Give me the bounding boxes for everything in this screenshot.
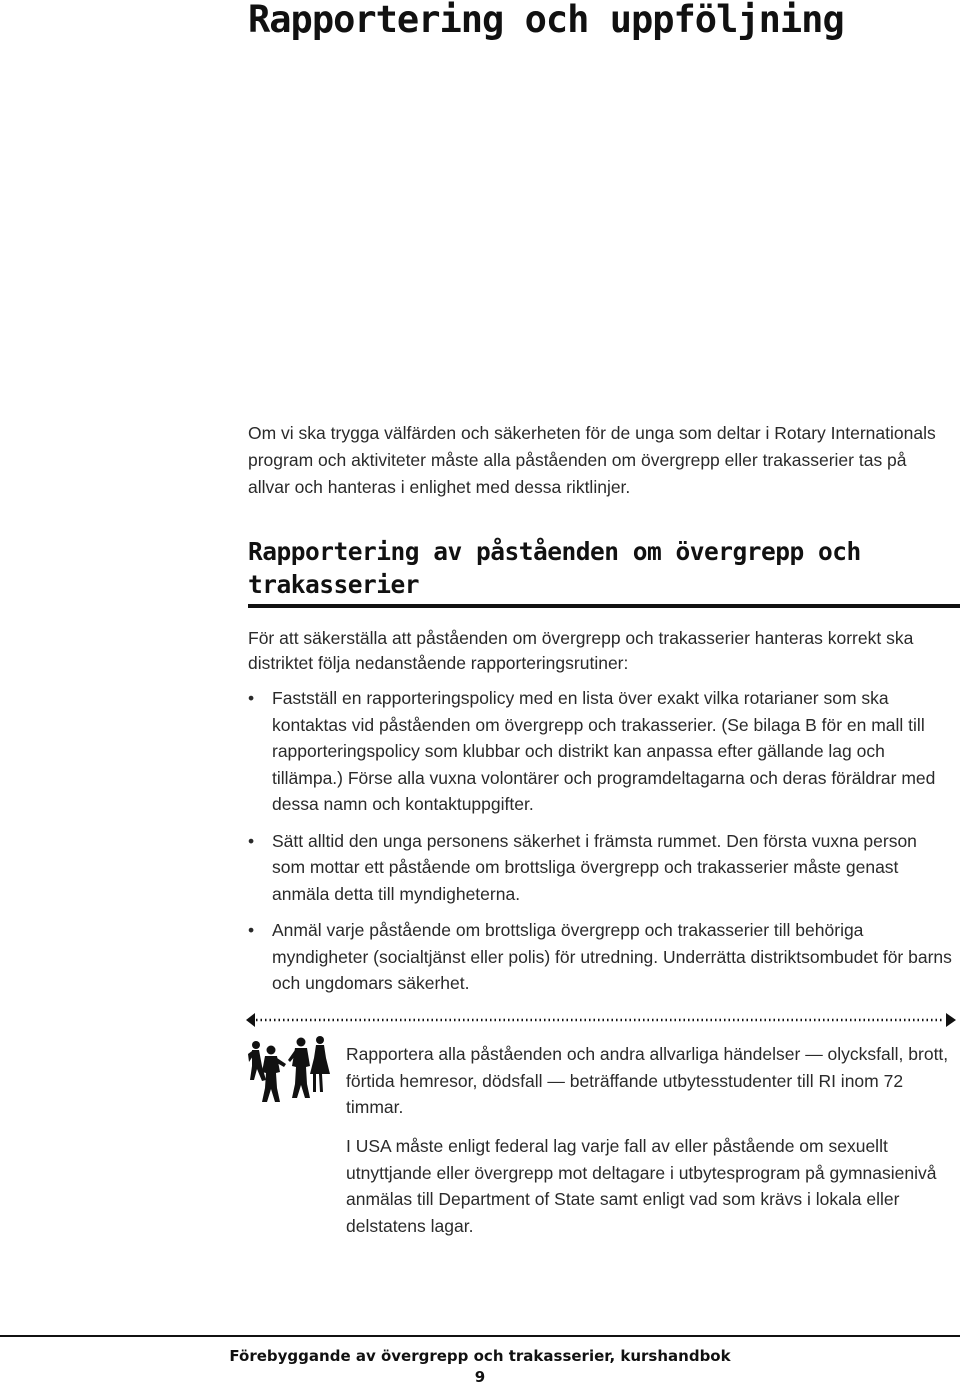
list-item-text: Anmäl varje påstående om brottsliga övergrepp och trakasserier till behöriga myndigheter (socialtjänst eller polis) för utredning. Underrätta distriktsombudet för barns och ungdomars säkerhet.: [272, 920, 952, 993]
intro-paragraph: Om vi ska trygga välfärden och säkerheten för de unga som deltar i Rotary Internationals program och aktiviteter måste alla påståenden om övergrepp eller trakasserier tas på allvar och hanteras i enlighet med dessa riktlinjer.: [248, 423, 936, 497]
footer-rule: [0, 1335, 960, 1337]
list-item-text: Sätt alltid den unga personens säkerhet i främsta rummet. Den första vuxna person som mottar ett påstående om brottsliga övergrepp och trakasserier måste genast anmäla detta till myndigheterna.: [272, 830, 917, 904]
footer-title: Förebyggande av övergrepp och trakasserier, kurshandbok: [229, 1347, 731, 1365]
bullet-mark: •: [248, 830, 255, 851]
section-rule: [248, 604, 960, 608]
note-paragraph-reporting: Rapportera alla påståenden och andra allvarliga händelser — olycksfall, brott, förtida hemresor, dödsfall — beträffande utbytesstudenter till RI inom 72 timmar.: [346, 1044, 949, 1117]
list-item-text: Fastställ en rapporteringspolicy med en lista över exakt vilka rotarianer som ska kontaktas vid påståenden om övergrepp och trakasserier. (Se bilaga B för en mall till rapporteringspolicy som klubbar och distrikt kan anpassa efter gällande lag och tillämpa.) Förse alla vuxna volontärer och programdeltagarna och deras föräldrar med dessa namn och kontaktuppgifter.: [272, 688, 936, 814]
list-item: [248, 685, 954, 818]
bullet-mark: •: [248, 920, 255, 940]
reporting-steps-list: [248, 685, 954, 1007]
list-item: [248, 917, 954, 997]
section-heading: Rapportering av påståenden om övergrepp och trakasserier: [248, 537, 861, 599]
note-paragraph-usa: I USA måste enligt federal lag varje fall av eller påstående om sexuellt utnyttjande eller övergrepp mot deltagare i utbytesprogram på gymnasienivå anmälas till Department of State samt enligt vad som krävs i lokala eller delstatens lagar.: [346, 1136, 937, 1236]
dotted-arrow-divider: [246, 1010, 956, 1030]
page-number: 9: [474, 1368, 486, 1386]
people-figures-icon: [246, 1036, 332, 1106]
page-title: Rapportering och uppföljning: [248, 0, 844, 41]
section-intro-paragraph: För att säkerställa att påståenden om övergrepp och trakasserier hanteras korrekt ska distriktet följa nedanstående rapporteringsrutiner:: [248, 628, 914, 673]
list-item: [248, 828, 954, 908]
bullet-mark: •: [248, 688, 255, 708]
